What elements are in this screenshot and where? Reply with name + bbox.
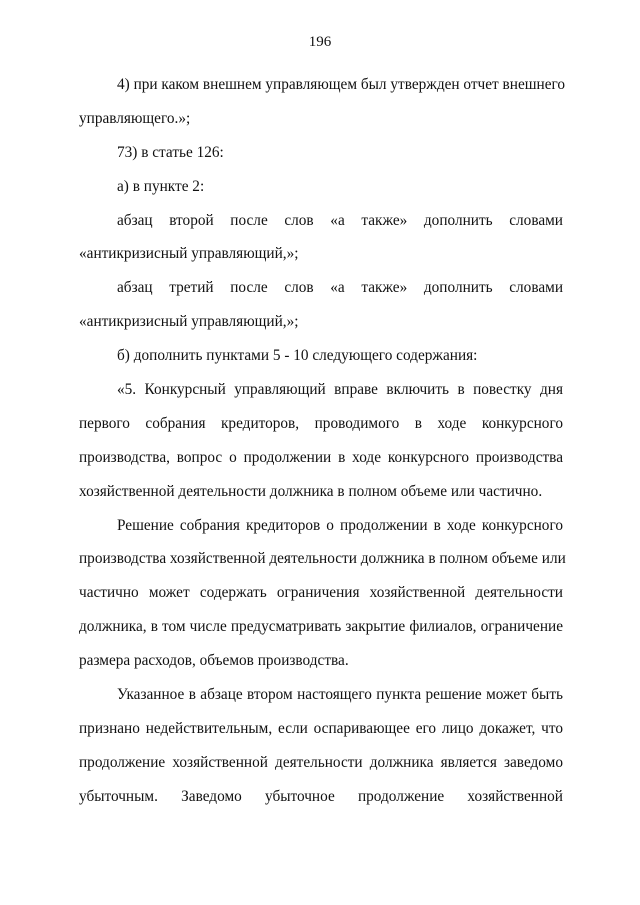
- text-line: признано недействительным, если оспаривающее его лицо докажет, что: [79, 719, 563, 737]
- text-line: убыточным. Заведомо убыточное продолжение хозяйственной: [79, 787, 563, 805]
- text-line: хозяйственной деятельности должника в полном объеме или частично.: [79, 482, 543, 500]
- text-line: а) в пункте 2:: [117, 177, 205, 195]
- text-line: абзац второй после слов «а также» дополнить словами: [117, 211, 563, 229]
- text-line: частично может содержать ограничения хозяйственной деятельности: [79, 584, 563, 602]
- text-line: абзац третий после слов «а также» дополнить словами: [117, 279, 563, 297]
- text-line: 73) в статье 126:: [117, 143, 224, 161]
- text-line: «антикризисный управляющий,»;: [79, 313, 299, 331]
- page-number: 196: [308, 34, 332, 50]
- text-line: производства хозяйственной деятельности должника в полном объеме или: [79, 550, 566, 568]
- text-line: должника, в том числе предусматривать закрытие филиалов, ограничение: [79, 618, 563, 636]
- text-line: «антикризисный управляющий,»;: [79, 245, 299, 263]
- text-line: Указанное в абзаце втором настоящего пункта решение может быть: [117, 686, 563, 704]
- text-line: 4) при каком внешнем управляющем был утвержден отчет внешнего: [117, 76, 566, 93]
- text-line: продолжение хозяйственной деятельности должника является заведомо: [79, 753, 563, 771]
- text-line: первого собрания кредиторов, проводимого в ходе конкурсного: [79, 414, 563, 432]
- text-line: «5. Конкурсный управляющий вправе включить в повестку дня: [117, 381, 563, 399]
- text-line: производства, вопрос о продолжении в ходе конкурсного производства: [79, 448, 563, 466]
- text-line: б) дополнить пунктами 5 - 10 следующего содержания:: [117, 347, 478, 365]
- document-body: [79, 68, 566, 814]
- text-line: размера расходов, объемов производства.: [79, 652, 349, 670]
- text-line: управляющего.»;: [79, 109, 191, 127]
- text-line: Решение собрания кредиторов о продолжении в ходе конкурсного: [117, 516, 563, 534]
